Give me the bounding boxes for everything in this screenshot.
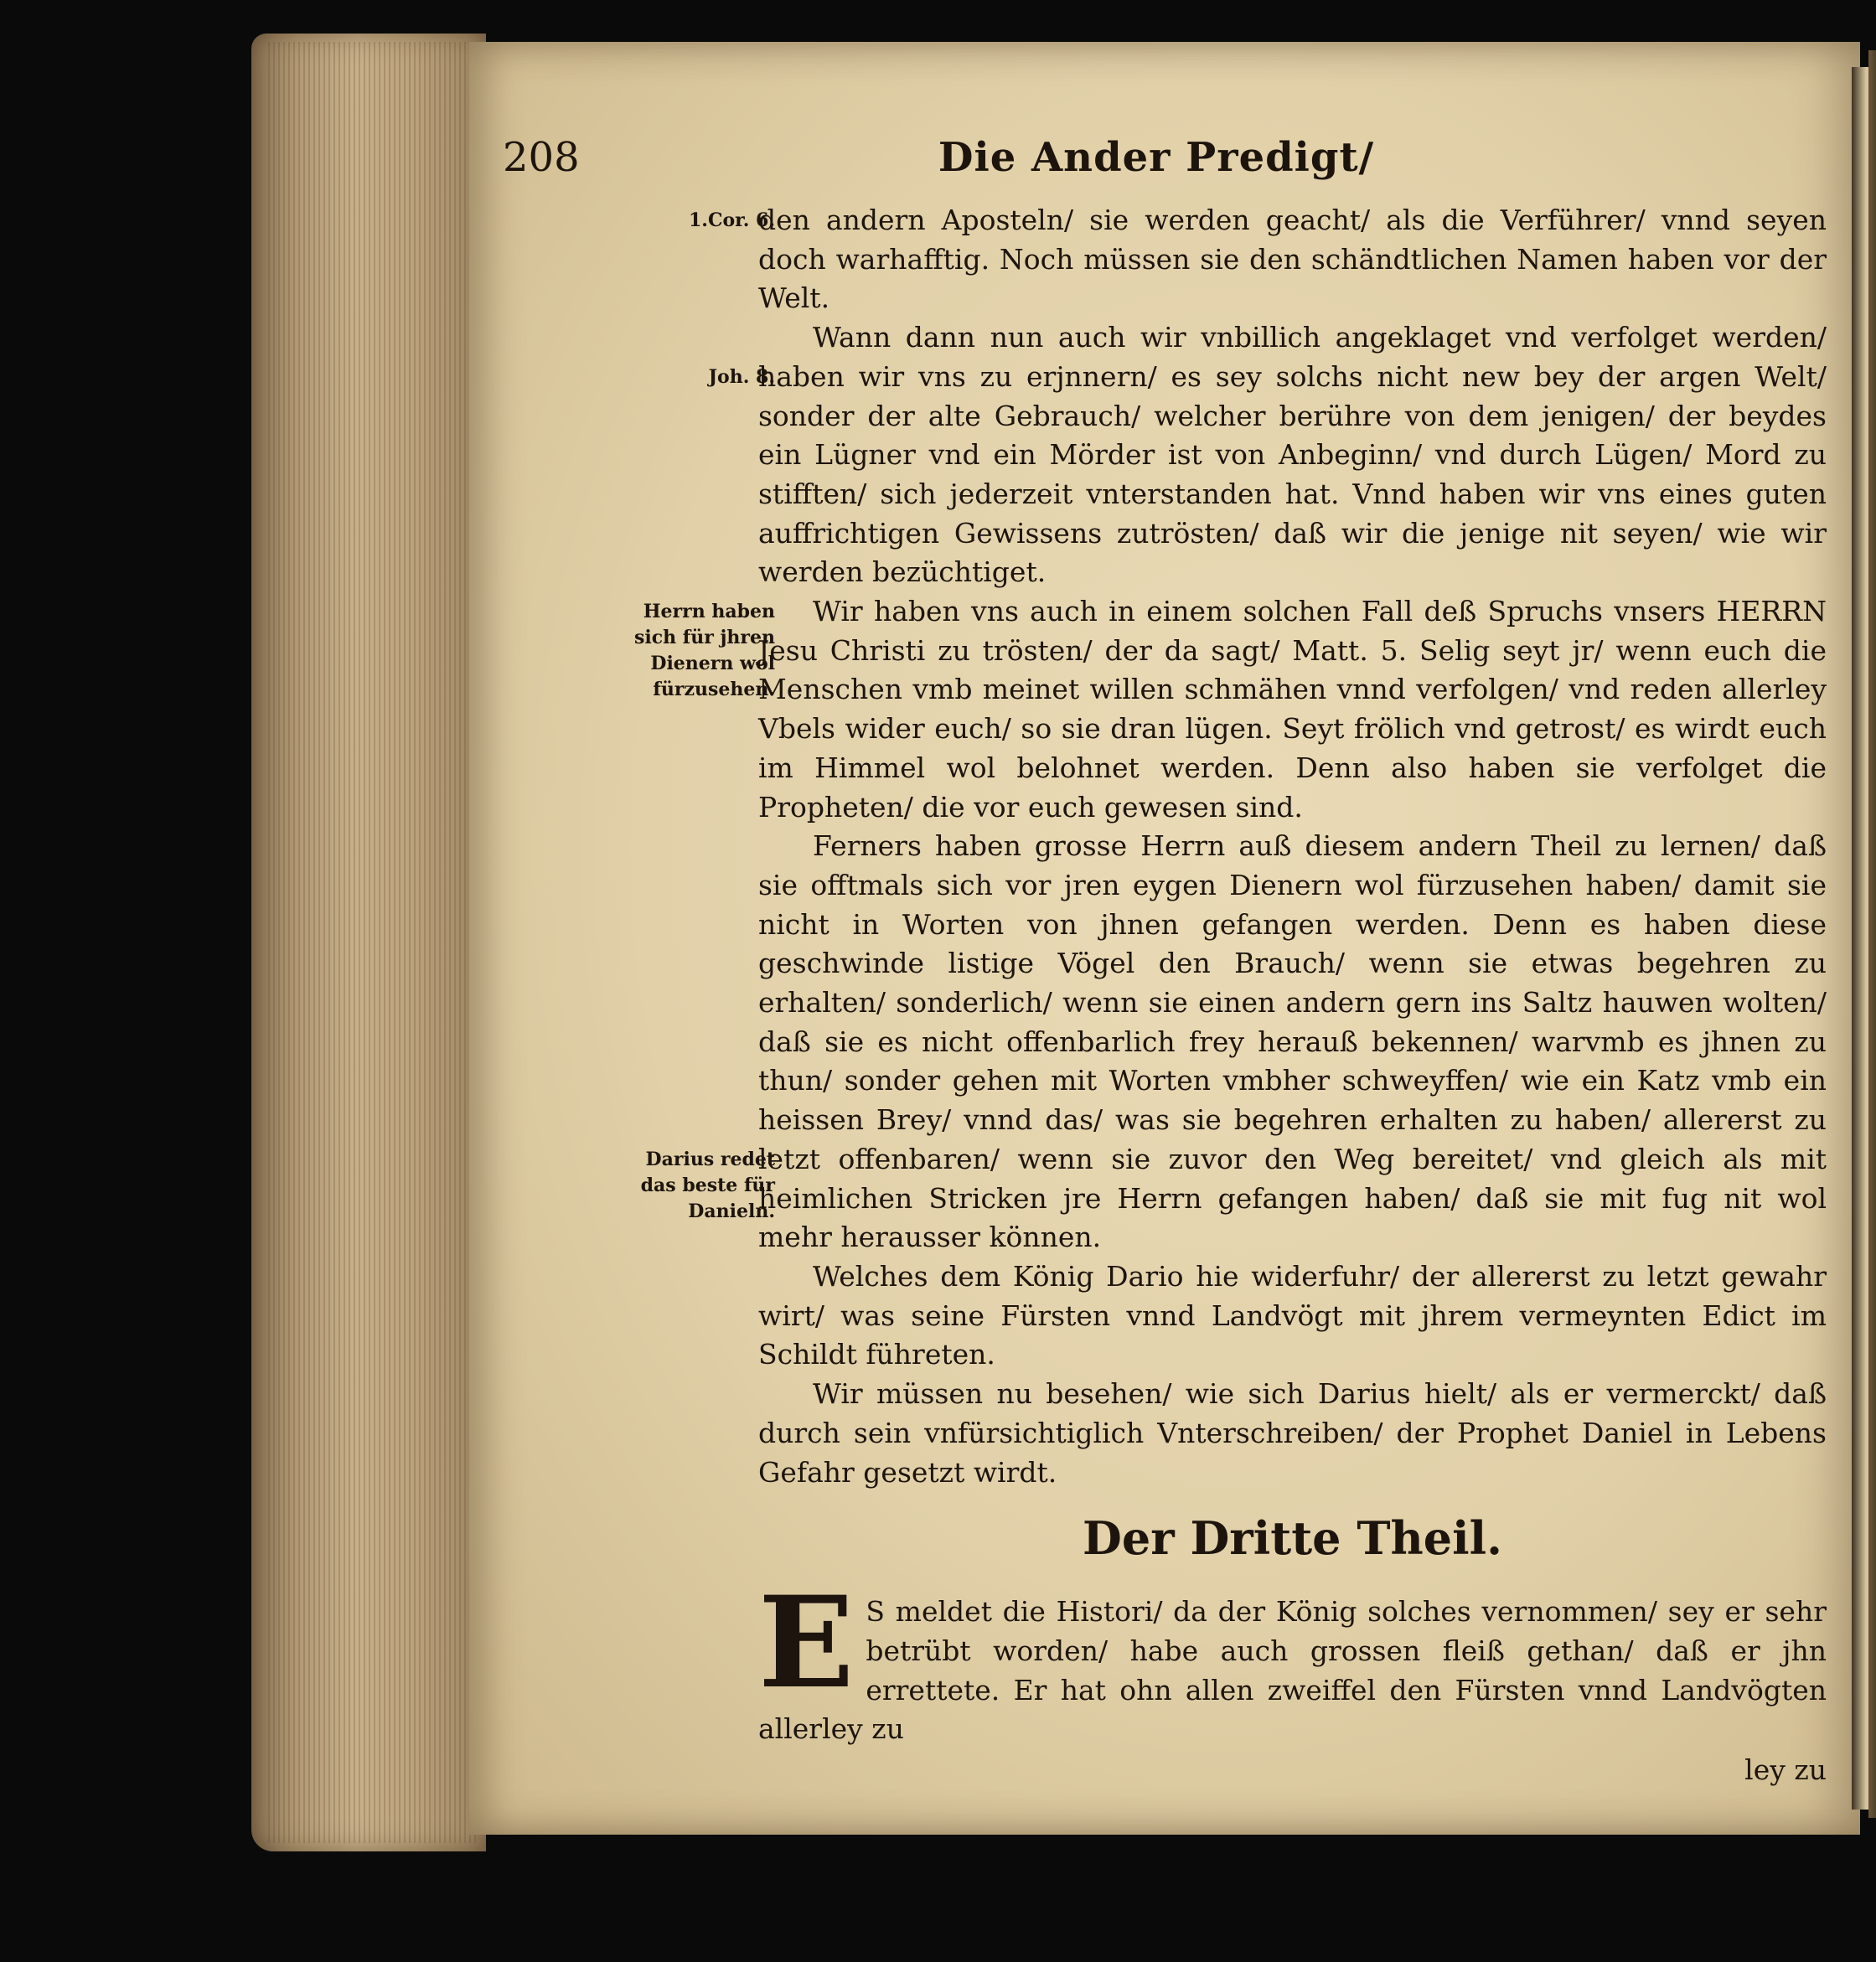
last-paragraph (758, 1569, 1827, 1749)
margin-note: Joh. 8. (708, 365, 775, 388)
page-edges (251, 34, 486, 1851)
catchword: ley zu (1744, 1753, 1827, 1787)
margin-note: Darius redet das beste für Danieln. (640, 1148, 775, 1222)
paragraph: den andern Aposteln/ sie werden geacht/ als die Verführer/ vnnd seyen doch warhafftig. Noch müssen sie den schändtlichen Namen haben vor der Welt. (758, 204, 1827, 315)
main-text (758, 201, 1827, 1789)
section-heading: Der Dritte Theil. (1083, 1511, 1502, 1566)
paragraph: Wann dann nun auch wir vnbillich angeklaget vnd verfolget werden/ haben wir vns zu erjnnern/ es sey solchs nicht new bey der argen Welt/ sonder der alte Gebrauch/ welcher berühre von dem jenigen/ der beydes ein Lügner vnd ein Mörder ist von Anbeginn/ vnd durch Lügen/ Mord zu stifften/ sich jederzeit vnterstanden hat. Vnnd haben wir vns eines guten auffrichtigen Gewissens zutrösten/ daß wir die jenige nit seyen/ wie wir werden bezüchtiget. (758, 321, 1827, 589)
paragraph: Welches dem König Dario hie widerfuhr/ der allererst zu letzt gewahr wirt/ was seine Fürsten vnnd Landvögt mit jhrem vermeynten Edict im Schildt führeten. (758, 1259, 1827, 1371)
drop-cap: E (758, 1569, 855, 1717)
book-gutter (1868, 50, 1876, 1818)
paragraph: Wir müssen nu besehen/ wie sich Darius hielt/ als er vermerckt/ daß durch sein vnfürsichtiglich Vnterschreiben/ der Prophet Daniel in Lebens Gefahr gesetzt wirdt. (758, 1377, 1827, 1489)
page-number: 208 (503, 134, 580, 181)
margin-note: Herrn haben sich für jhren Dienern wol fürzusehen. (633, 601, 775, 700)
paragraph: S meldet die Histori/ da der König solches vernommen/ sey er sehr betrübt worden/ habe auch grossen fleiß gethan/ daß er jhn errettete. Er hat ohn allen zweiffel den Fürsten vnnd Landvögten allerley zu (758, 1595, 1827, 1746)
paragraph: Wir haben vns auch in einem solchen Fall deß Spruchs vnsers HERRN Jesu Christi zu trösten/ der da sagt/ Matt. 5. Selig seyt jr/ wenn euch die Menschen vmb meinet willen schmähen vnnd verfolgen/ vnd reden allerley Vbels wider euch/ so sie dran lügen. Seyt frölich vnd getrost/ es wirdt euch im Himmel wol belohnet werden. Denn also haben sie verfolget die Propheten/ die vor euch gewesen sind. (758, 595, 1827, 824)
running-head-title: Die Ander Predigt/ (938, 134, 1375, 181)
running-head (503, 134, 1810, 193)
margin-note: 1.Cor. 6. (688, 209, 775, 231)
paragraph: Ferners haben grosse Herrn auß diesem andern Theil zu lernen/ daß sie offtmals sich vor jren eygen Dienern wol fürzusehen haben/ damit sie nicht in Worten von jhnen gefangen werden. Denn es haben diese geschwinde listige Vögel den Brauch/ wenn sie etwas begehren zu erhalten/ sonderlich/ wenn sie einen andern gern ins Saltz hauwen wolten/ daß sie es nicht offenbarlich frey herauß bekennen/ warvmb es jhnen zu thun/ sonder gehen mit Worten vmbher schweyffen/ wie ein Katz vmb ein heissen Brey/ vnnd das/ was sie begehren erhalten zu haben/ allererst zu letzt offenbaren/ wenn sie zuvor den Weg bereitet/ vnd gleich als mit heimlichen Stricken jre Herrn gefangen haben/ daß sie mit fug nit wol mehr herausser können. (758, 829, 1827, 1254)
